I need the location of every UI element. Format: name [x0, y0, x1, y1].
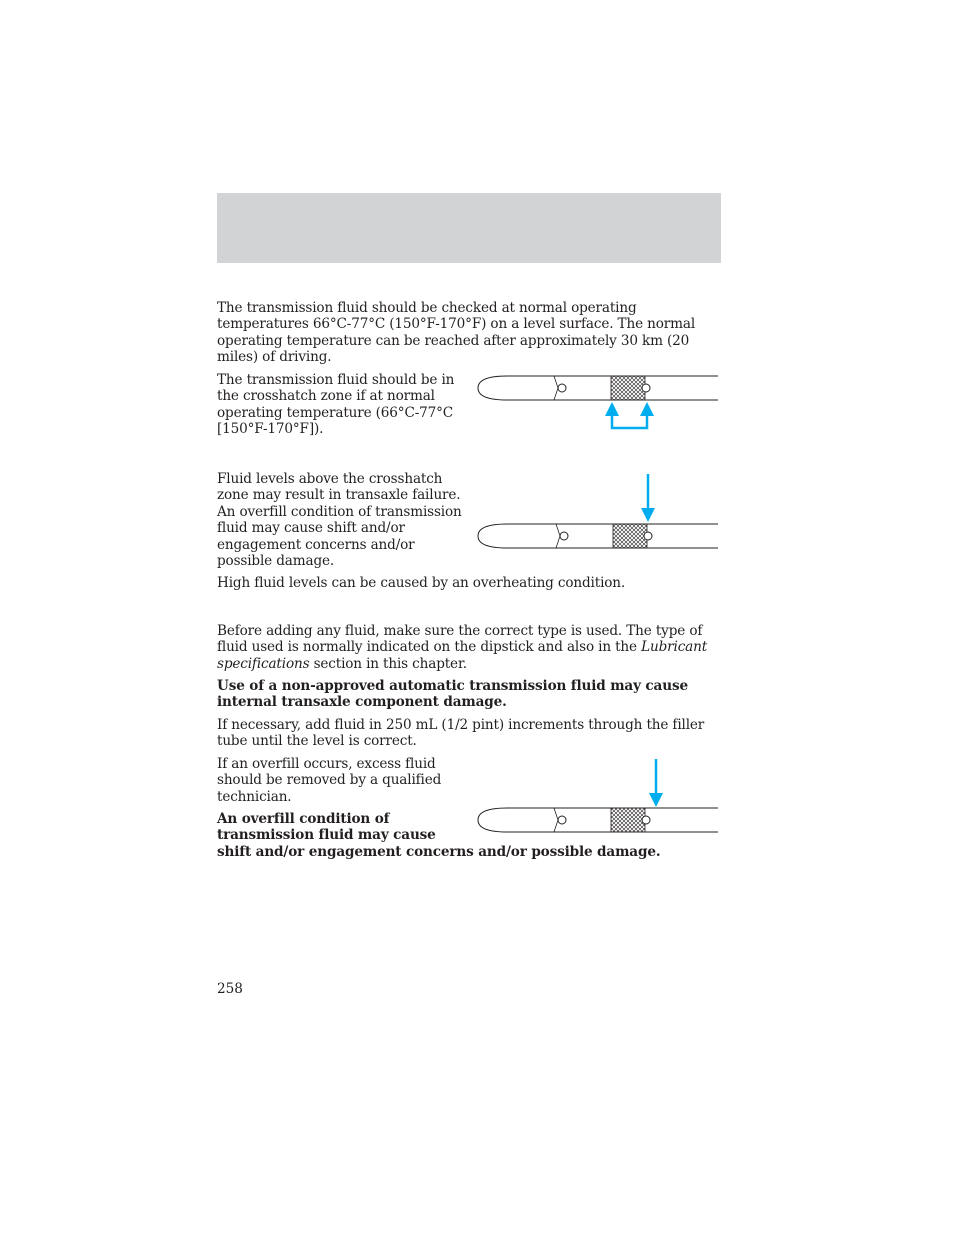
paragraph-overfill-failure: Fluid levels above the crosshatch zone may result in transaxle failure. An overfill condition of transmission fluid may cause shift and/or engagement concerns and/or possible damage.: [217, 471, 462, 570]
fluid-type-text-start: Before adding any fluid, make sure the correct type is used. The type of fluid used is normally indicated on the dipstick and also in the: [217, 623, 703, 656]
lubricant-specifications-reference: Lubricant specifications: [217, 639, 708, 672]
header-band: [217, 193, 721, 263]
dipstick-high-level-illustration: [478, 474, 722, 550]
warning-overfill-line-2: transmission fluid may cause: [217, 827, 436, 844]
page-number: 258: [217, 981, 243, 997]
paragraph-crosshatch-zone: The transmission fluid should be in the crosshatch zone if at normal operating temperature (66°C-77°C [150°F-170°F]).: [217, 372, 455, 438]
warning-overfill-line-1: An overfill condition of: [217, 811, 390, 827]
warning-overfill-line-3: shift and/or engagement concerns and/or possible damage.: [217, 843, 661, 860]
paragraph-high-fluid-levels: High fluid levels can be caused by an overheating condition.: [217, 575, 626, 591]
paragraph-fluid-type: [217, 623, 717, 672]
paragraph-overfill-removal: If an overfill occurs, excess fluid should be removed by a qualified technician.: [217, 756, 442, 805]
warning-overfill-condition: [217, 811, 717, 860]
fluid-type-text-end: section in this chapter.: [309, 655, 467, 672]
warning-non-approved-fluid: Use of a non-approved automatic transmission fluid may cause internal transaxle component damage.: [217, 678, 688, 711]
dipstick-normal-level-illustration: [478, 372, 722, 434]
paragraph-check-temperature: The transmission fluid should be checked at normal operating temperatures 66°C-77°C (150°F-170°F) on a level surface. The normal operating temperature can be reached after approximately 30 km (20 miles) of driving.: [217, 300, 696, 366]
paragraph-add-fluid: If necessary, add fluid in 250 mL (1/2 pint) increments through the filler tube until the level is correct.: [217, 717, 705, 750]
